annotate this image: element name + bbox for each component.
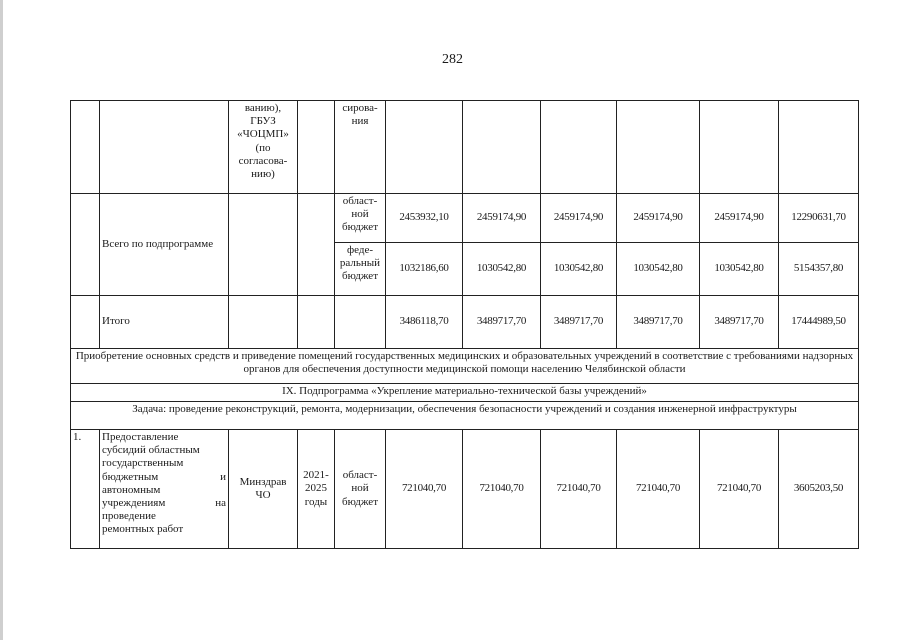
cell-value: 1032186,60 [386,243,463,296]
cell-value: 1030542,80 [700,243,779,296]
period-line: 2021- [303,469,329,482]
source-line: ния [351,115,369,128]
executor-line: «ЧОЦМП» [237,128,289,141]
cell-value: 2459174,90 [700,194,779,243]
period-line: годы [304,495,328,508]
goal-row [71,349,859,384]
cell-value: 721040,70 [541,430,617,549]
page-edge [0,0,3,640]
cell-value: 3489717,70 [617,296,700,349]
item-name-line [102,471,226,484]
item-name-line: Предоставление [102,431,179,443]
cell-value: 721040,70 [463,430,541,549]
item-name-line [102,497,226,510]
source-line: сирова- [342,102,378,114]
cell-value [700,101,779,194]
cell-value: 1030542,80 [617,243,700,296]
cell-name [100,101,229,194]
cell-value [386,101,463,194]
continuation-row [71,101,859,194]
source-line: ной [351,208,369,221]
item-name-line: ремонтных работ [102,523,184,536]
cell-value [779,101,859,194]
subprogram-row [71,384,859,402]
item-name-word: и [220,470,226,483]
cell-value: 3489717,70 [541,296,617,349]
cell-value: 1030542,80 [463,243,541,296]
subtotal-label-text: Всего по подпрограмме [102,237,214,250]
page-number: 282 [442,52,463,67]
cell-executor [229,296,298,349]
cell-value: 1030542,80 [541,243,617,296]
total-label: Итого [100,296,229,349]
subtotal-label [100,194,229,296]
cell-source [335,101,386,194]
executor-line: ЧО [255,489,271,501]
task-text: Задача: проведение реконструкций, ремонта, модернизации, обеспечения безопасности учреждений и создания инженерной инфраструктуры [71,402,859,430]
item-row [71,430,859,549]
item-period [298,430,335,549]
cell-source [335,243,386,296]
cell-value: 721040,70 [700,430,779,549]
cell-value: 2459174,90 [541,194,617,243]
cell-value: 17444989,50 [779,296,859,349]
subprogram-title: IX. Подпрограмма «Укрепление материально-технической базы учреждений» [71,384,859,402]
cell-source [335,296,386,349]
item-name-line: субсидий областным [102,444,200,457]
cell-value: 12290631,70 [779,194,859,243]
cell-period [298,101,335,194]
executor-line: ванию), [244,102,282,114]
cell-number [71,296,100,349]
goal-text: Приобретение основных средств и приведение помещений государственных медицинских и образовательных учреждений в соответствие с требованиями надзорных органов для обеспечения доступности медицинской помощи населению Челябинской области [71,349,859,384]
cell-value [617,101,700,194]
item-name [100,430,229,549]
cell-period [298,296,335,349]
budget-table [70,100,859,549]
cell-value: 721040,70 [386,430,463,549]
executor-line: ГБУЗ [250,115,276,128]
cell-value: 2459174,90 [617,194,700,243]
item-name-word: учреждениям [102,496,166,509]
cell-executor [229,101,298,194]
cell-value: 5154357,80 [779,243,859,296]
item-number: 1. [71,430,100,549]
source-line: област- [342,469,378,482]
cell-value: 2459174,90 [463,194,541,243]
item-name-word: на [215,496,226,509]
source-line: област- [342,195,378,207]
source-line: бюджет [342,221,378,234]
period-line: 2025 [305,482,327,495]
cell-number [71,194,100,296]
source-line: бюджет [342,495,378,508]
cell-executor [229,194,298,296]
cell-value: 2453932,10 [386,194,463,243]
cell-value: 3605203,50 [779,430,859,549]
item-executor [229,430,298,549]
item-name-line: государственным [102,457,184,470]
total-row [71,296,859,349]
cell-source [335,194,386,243]
task-row [71,402,859,430]
item-source [335,430,386,549]
cell-period [298,194,335,296]
item-name-line: проведение [102,510,156,523]
source-line: бюджет [342,270,378,283]
cell-value: 3489717,70 [463,296,541,349]
cell-value: 721040,70 [617,430,700,549]
executor-line: нию) [251,167,275,180]
source-line: ной [351,482,369,495]
source-line: феде- [346,244,373,256]
item-name-line: автономным [102,483,161,496]
cell-value: 3489717,70 [700,296,779,349]
cell-value: 3486118,70 [386,296,463,349]
executor-line: согласова- [238,154,288,167]
subtotal-row-regional [71,194,859,243]
cell-number [71,101,100,194]
executor-line: Минздрав [239,475,287,488]
cell-value [541,101,617,194]
cell-value [463,101,541,194]
item-name-word: бюджетным [102,470,159,483]
source-line: ральный [339,257,381,270]
executor-line: (по [255,141,271,154]
